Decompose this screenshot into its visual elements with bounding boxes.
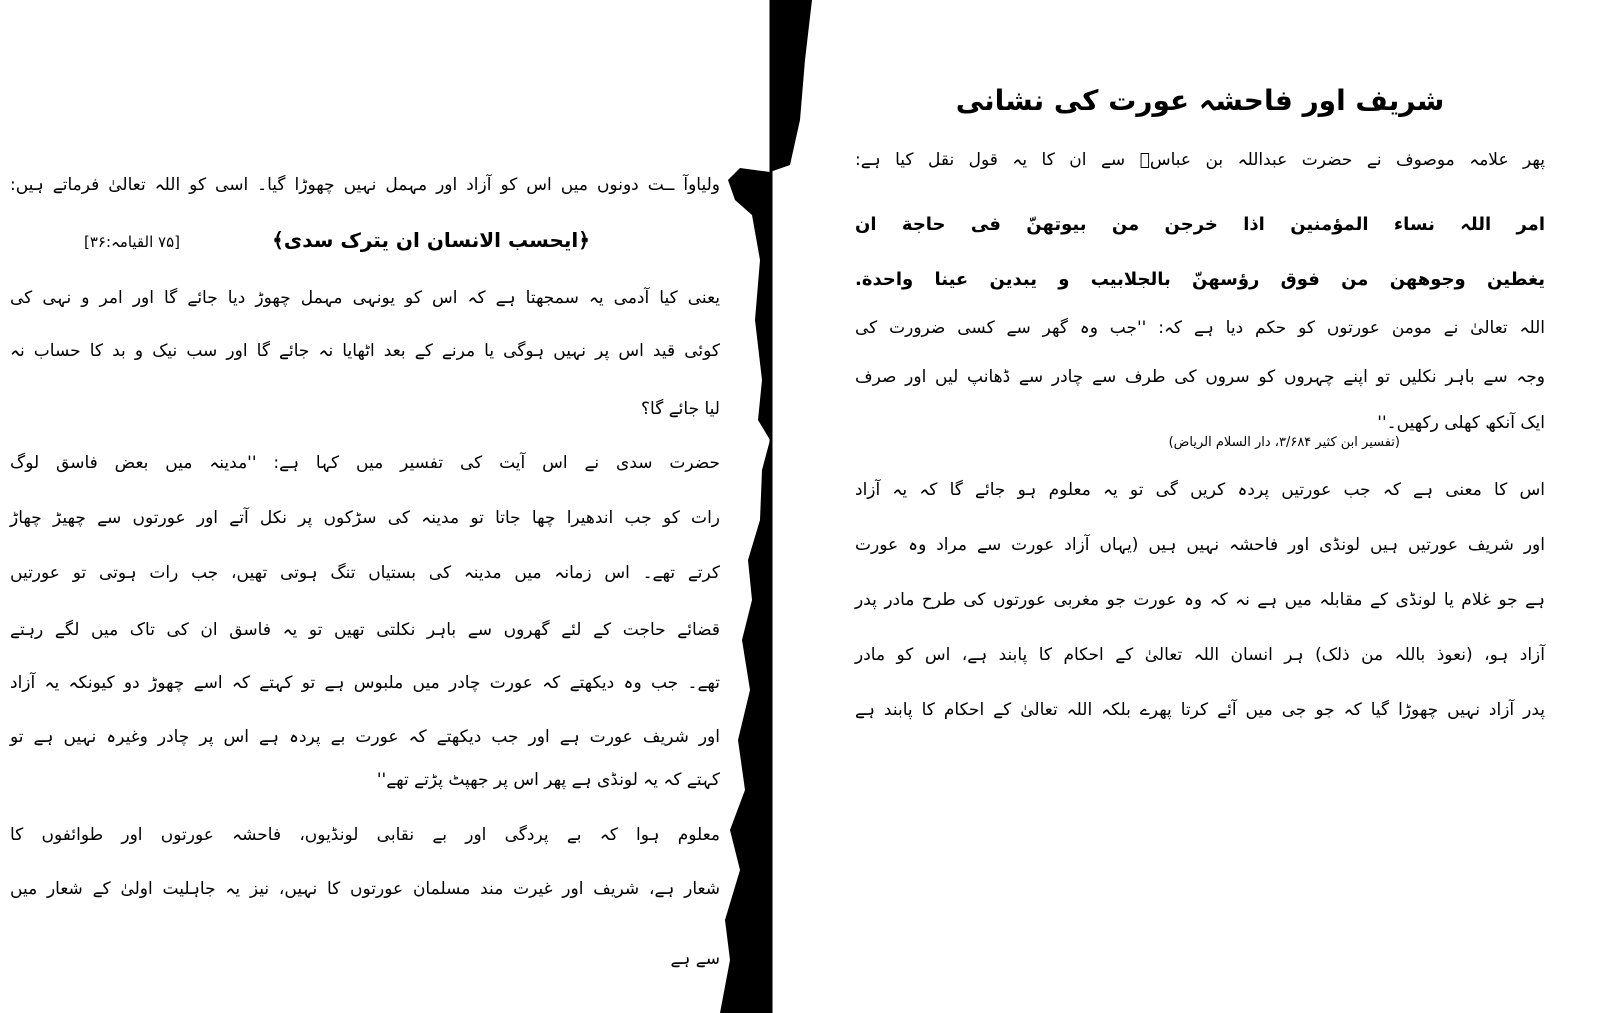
text-line: پھر علامہ موصوف نے حضرت عبداللہ بن عباسؓ سے ان کا یہ قول نقل کیا ہے: bbox=[855, 150, 1545, 170]
text-line: یعنی کیا آدمی یہ سمجھتا ہے کہ اس کو یونہی مہمل چھوڑ دیا جائے گا اور امر و نہی کی bbox=[10, 288, 720, 308]
arabic-quote: یغطین وجوھھن من فوق رؤسھنّ بالجلابیب و یبدین عینا واحدة. bbox=[855, 269, 1545, 290]
text-line: حضرت سدی نے اس آیت کی تفسیر میں کہا ہے: ''مدینہ میں بعض فاسق لوگ bbox=[10, 453, 720, 473]
text-line: ولیاوآ ــت دونوں میں اس کو آزاد اور مہمل نہیں چھوڑا گیا۔ اسی کو اللہ تعالیٰ فرماتے ہیں: bbox=[10, 175, 720, 195]
text-line: قضائے حاجت کے لئے گھروں سے باہر نکلتی تھیں تو یہ فاسق ان کی تاک میں لگے رہتے bbox=[10, 620, 720, 640]
text-line: کوئی قید اس پر نہیں ہوگی یا مرنے کے بعد اٹھایا نہ جائے گا اور سب نیک و بد کا حساب نہ bbox=[10, 341, 720, 361]
text-line: معلوم ہوا کہ بے پردگی اور بے نقابی لونڈیوں، فاحشہ عورتوں اور طوائفوں کا bbox=[10, 825, 720, 845]
text-line: لیا جائے گا؟ bbox=[641, 399, 720, 419]
text-line: کرتے تھے۔ اس زمانہ میں مدینہ کی بستیاں تنگ ہوتی تھیں، جب رات ہوتی تو عورتیں bbox=[10, 563, 720, 583]
text-line: وجہ سے باہر نکلیں تو اپنے چہروں کو سروں کی طرف سے چادر سے ڈھانپ لیں اور صرف bbox=[855, 367, 1545, 387]
text-line: اور شریف عورتیں ہیں لونڈی اور فاحشہ نہیں ہیں (یہاں آزاد عورت سے مراد وہ عورت bbox=[855, 535, 1545, 555]
text-line: ہے جو غلام یا لونڈی کے مقابلہ میں ہے نہ کہ وہ عورت جو مغربی عورتوں کی طرح مادر پدر bbox=[855, 590, 1545, 610]
text-line: اللہ تعالیٰ نے مومن عورتوں کو حکم دیا ہے کہ: ''جب وہ گھر سے کسی ضرورت کی bbox=[855, 318, 1545, 338]
citation: (تفسیر ابن کثیر ۳/۶۸۴، دار السلام الریاض) bbox=[1168, 435, 1400, 450]
text-line: شعار ہے، شریف اور غیرت مند مسلمان عورتوں کا نہیں، نیز یہ جاہلیت اولیٰ کے شعار میں bbox=[10, 879, 720, 899]
section-title: شریف اور فاحشہ عورت کی نشانی bbox=[955, 84, 1445, 117]
arabic-quote: امر اللہ نساء المؤمنین اذا خرجن من بیوتھنّ فی حاجة ان bbox=[855, 214, 1545, 235]
scan-shadow bbox=[720, 0, 812, 1013]
text-line: کہتے کہ یہ لونڈی ہے پھر اس پر جھپٹ پڑتے تھے'' bbox=[376, 770, 720, 790]
quran-reference: [۷۵ القیامہ:۳۶] bbox=[83, 233, 180, 251]
text-line: سے ہے bbox=[670, 949, 720, 969]
text-line: ایک آنکھ کھلی رکھیں۔'' bbox=[1377, 413, 1545, 433]
text-line: آزاد ہو، (نعوذ باللہ من ذلک) ہر انسان اللہ تعالیٰ کے احکام کا پابند ہے، اس کو مادر bbox=[855, 645, 1545, 665]
quran-verse: ﴿ایحسب الانسان ان یترک سدی﴾ bbox=[272, 228, 590, 252]
text-line: تھے۔ جب وہ دیکھتے کہ عورت چادر میں ملبوس ہے تو کہتے کہ اسے چھوڑ دو کیونکہ یہ آزاد bbox=[10, 673, 720, 693]
text-line: پدر آزاد نہیں چھوڑا گیا کہ جو جی میں آئے کرتا پھرے بلکہ اللہ تعالیٰ کے احکام کا پابند ہے bbox=[855, 700, 1545, 720]
text-line: اس کا معنی ہے کہ جب عورتیں پردہ کریں گی تو یہ معلوم ہو جائے گا کہ یہ آزاد bbox=[855, 480, 1545, 500]
text-line: اور شریف عورت ہے اور جب دیکھتے کہ عورت بے پردہ ہے اس پر چادر وغیرہ نہیں ہے تو bbox=[10, 727, 720, 747]
text-line: رات کو جب اندھیرا چھا جاتا تو مدینہ کی سڑکوں پر نکل آتے اور عورتوں سے چھیڑ چھاڑ bbox=[10, 508, 720, 528]
